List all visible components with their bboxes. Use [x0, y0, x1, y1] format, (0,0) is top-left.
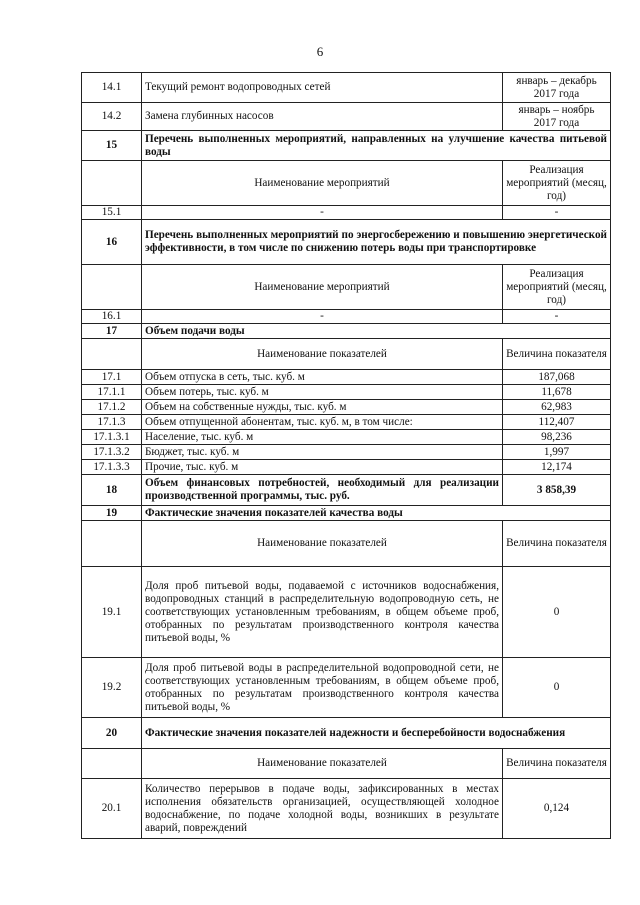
row-value: 98,236: [503, 430, 611, 445]
section-title: Объем финансовых потребностей, необходимый для реализации производственной программы, тыс. руб.: [142, 475, 503, 506]
row-number: 17.1.1: [82, 385, 142, 400]
row-text: Количество перерывов в подаче воды, зафиксированных в местах исполнения обязательств организацией, осуществляющей холодное водоснабжение, по подаче холодной воды, возникших в результате аварий, повреждений: [142, 779, 503, 839]
header-row: [82, 521, 611, 567]
row-number: 17.1: [82, 370, 142, 385]
section-number: 18: [82, 475, 142, 506]
section-row: [82, 324, 611, 339]
table-row: [82, 430, 611, 445]
row-number: 16.1: [82, 310, 142, 324]
row-number: 17.1.3.1: [82, 430, 142, 445]
table-row: [82, 206, 611, 220]
header-value: Величина показателя: [503, 749, 611, 779]
row-number: 19.2: [82, 658, 142, 718]
row-value: 0: [503, 567, 611, 658]
row-text: Текущий ремонт водопроводных сетей: [142, 73, 503, 103]
section-title: Перечень выполненных мероприятий, направленных на улучшение качества питьевой воды: [142, 131, 611, 161]
header-value: Реализация мероприятий (месяц, год): [503, 265, 611, 310]
row-number: 20.1: [82, 779, 142, 839]
header-empty: [82, 339, 142, 370]
row-text: Объем отпуска в сеть, тыс. куб. м: [142, 370, 503, 385]
row-number: 17.1.3.2: [82, 445, 142, 460]
section-row: [82, 131, 611, 161]
table-row: [82, 103, 611, 131]
row-number: 19.1: [82, 567, 142, 658]
row-value: -: [503, 206, 611, 220]
row-text: -: [142, 310, 503, 324]
header-empty: [82, 749, 142, 779]
header-name: Наименование показателей: [142, 749, 503, 779]
table-row: [82, 445, 611, 460]
row-value: 187,068: [503, 370, 611, 385]
page-number: 6: [316, 44, 324, 59]
header-value: Величина показателя: [503, 339, 611, 370]
row-text: Доля проб питьевой воды в распределительной водопроводной сети, не соответствующих установленным требованиям, в общем объеме проб, отобранных по результатам производственного контроля качества питьевой воды, %: [142, 658, 503, 718]
table-row: [82, 400, 611, 415]
row-value: 12,174: [503, 460, 611, 475]
section-number: 20: [82, 718, 142, 749]
table-row: [82, 73, 611, 103]
header-empty: [82, 161, 142, 206]
row-text: Доля проб питьевой воды, подаваемой с источников водоснабжения, водопроводных станций в распределительную водопроводную сеть, не соответствующих установленным требованиям, в общем объеме проб, отобранных по результатам производственного контроля качества питьевой воды, %: [142, 567, 503, 658]
row-text: Население, тыс. куб. м: [142, 430, 503, 445]
row-number: 17.1.3: [82, 415, 142, 430]
section-title: Фактические значения показателей надежности и бесперебойности водоснабжения: [142, 718, 611, 749]
row-text: Прочие, тыс. куб. м: [142, 460, 503, 475]
table-row: [82, 567, 611, 658]
table-row: [82, 385, 611, 400]
row-number: 15.1: [82, 206, 142, 220]
header-row: [82, 161, 611, 206]
row-text: Объем на собственные нужды, тыс. куб. м: [142, 400, 503, 415]
row-value: январь – декабрь 2017 года: [503, 73, 611, 103]
row-value: 0,124: [503, 779, 611, 839]
row-number: 17.1.2: [82, 400, 142, 415]
header-name: Наименование показателей: [142, 339, 503, 370]
row-number: 14.2: [82, 103, 142, 131]
row-number: 14.1: [82, 73, 142, 103]
table-row: [82, 779, 611, 839]
table-row: [82, 370, 611, 385]
section-number: 19: [82, 506, 142, 521]
row-value: 11,678: [503, 385, 611, 400]
row-value: 0: [503, 658, 611, 718]
section-title: Объем подачи воды: [142, 324, 611, 339]
section-title: Перечень выполненных мероприятий по энергосбережению и повышению энергетической эффективности, в том числе по снижению потерь воды при транспортировке: [142, 220, 611, 265]
header-value: Величина показателя: [503, 521, 611, 567]
row-value: 112,407: [503, 415, 611, 430]
program-table: [81, 72, 611, 839]
table-row: [82, 460, 611, 475]
header-row: [82, 339, 611, 370]
table-row: [82, 415, 611, 430]
row-text: Объем потерь, тыс. куб. м: [142, 385, 503, 400]
header-row: [82, 265, 611, 310]
header-name: Наименование мероприятий: [142, 265, 503, 310]
section-number: 16: [82, 220, 142, 265]
header-value: Реализация мероприятий (месяц, год): [503, 161, 611, 206]
header-name: Наименование показателей: [142, 521, 503, 567]
header-row: [82, 749, 611, 779]
row-value: -: [503, 310, 611, 324]
section-row: [82, 506, 611, 521]
row-text: Объем отпущенной абонентам, тыс. куб. м, в том числе:: [142, 415, 503, 430]
header-name: Наименование мероприятий: [142, 161, 503, 206]
header-empty: [82, 265, 142, 310]
row-text: -: [142, 206, 503, 220]
table-row: [82, 310, 611, 324]
section-row: [82, 718, 611, 749]
row-text: Замена глубинных насосов: [142, 103, 503, 131]
section-row: [82, 220, 611, 265]
row-text: Бюджет, тыс. куб. м: [142, 445, 503, 460]
row-value: январь – ноябрь 2017 года: [503, 103, 611, 131]
section-title: Фактические значения показателей качества воды: [142, 506, 611, 521]
table-row: [82, 658, 611, 718]
section-number: 17: [82, 324, 142, 339]
row-value: 62,983: [503, 400, 611, 415]
row-value: 1,997: [503, 445, 611, 460]
section-number: 15: [82, 131, 142, 161]
section-row: [82, 475, 611, 506]
row-number: 17.1.3.3: [82, 460, 142, 475]
header-empty: [82, 521, 142, 567]
section-value: 3 858,39: [503, 475, 611, 506]
